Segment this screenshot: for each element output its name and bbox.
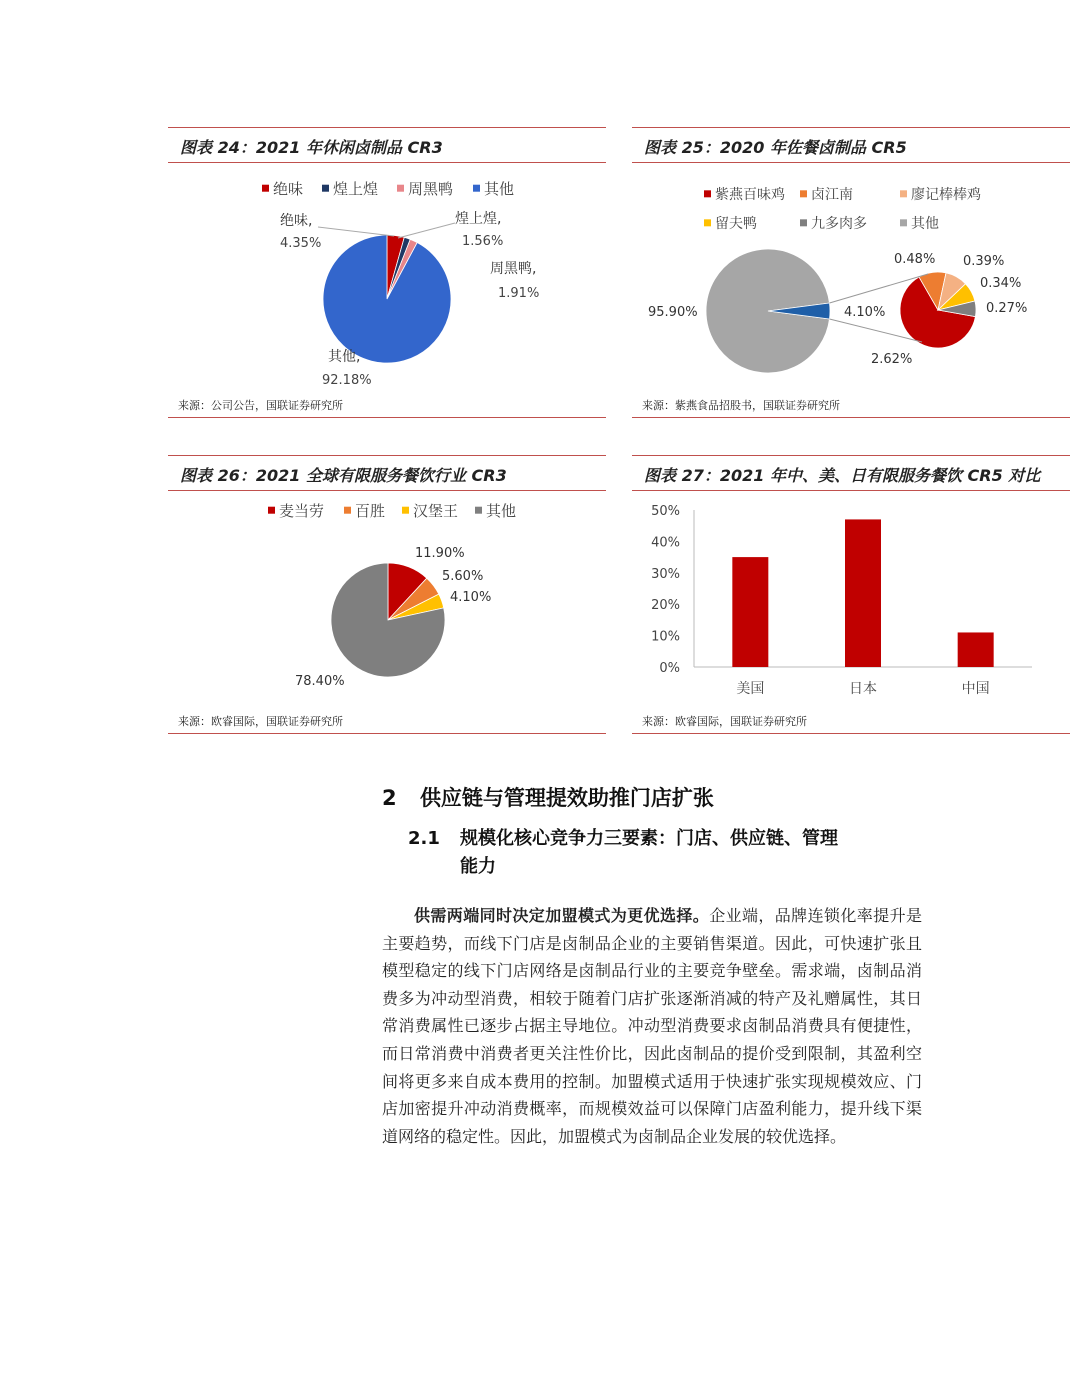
c24-label-value-3: 92.18% <box>322 373 372 388</box>
c25-legend-label-4: 九多肉多 <box>811 216 867 232</box>
c25-legend-label-2: 廖记棒棒鸡 <box>911 187 981 203</box>
figure-26 <box>168 455 606 735</box>
c25-label-other: 95.90% <box>648 305 698 320</box>
c27-xtick-1: 日本 <box>849 681 877 697</box>
c24-legend-label-0: 绝味 <box>273 180 304 198</box>
figure-24-source: 来源：公司公告，国联证券研究所 <box>178 399 343 412</box>
c24-leader-0 <box>318 227 394 236</box>
figure-25-source: 来源：紫燕食品招股书，国联证券研究所 <box>642 399 840 412</box>
c25-legend-label-0: 紫燕百味鸡 <box>715 187 785 203</box>
c24-leader-1 <box>398 223 455 238</box>
c27-bar-1 <box>845 519 881 667</box>
figure-26-chart <box>168 495 606 711</box>
figure-25-title: 图表 25：2020 年佐餐卤制品 CR5 <box>644 138 907 157</box>
c25-legend-label-5: 其他 <box>911 216 939 232</box>
c24-legend-swatch-3 <box>473 185 480 192</box>
c24-label-value-1: 1.56% <box>462 234 504 249</box>
c26-legend-label-3: 其他 <box>486 502 517 520</box>
figure-26-title-bar <box>168 455 606 491</box>
c26-legend-swatch-0 <box>268 507 275 514</box>
section-number: 2 <box>382 786 397 810</box>
c27-ytick-0: 0% <box>659 661 680 676</box>
c25-label-top5: 4.10% <box>844 305 886 320</box>
c24-label-value-0: 4.35% <box>280 236 322 251</box>
c26-legend-swatch-3 <box>475 507 482 514</box>
c24-legend-swatch-2 <box>397 185 404 192</box>
c26-value-label-2: 4.10% <box>450 590 492 605</box>
figure-25-title-bar <box>632 127 1070 163</box>
c27-ytick-3: 30% <box>651 566 680 582</box>
subsection-title-line1: 规模化核心竞争力三要素：门店、供应链、管理 <box>460 828 838 849</box>
c27-ytick-4: 40% <box>651 535 680 551</box>
figure-27-source-bar <box>632 709 1070 734</box>
c25-value-label-0: 2.62% <box>871 352 913 367</box>
c25-value-label-4: 0.27% <box>986 301 1028 316</box>
figure-27-source: 来源：欧睿国际，国联证券研究所 <box>642 715 807 728</box>
figure-24-title-bar <box>168 127 606 163</box>
c25-legend-label-3: 留夫鸭 <box>715 216 757 232</box>
body-paragraph <box>382 902 922 1150</box>
c24-slice-3 <box>323 235 451 363</box>
c24-legend-swatch-1 <box>322 185 329 192</box>
c25-legend-swatch-4 <box>800 219 807 226</box>
c25-value-label-2: 0.39% <box>963 254 1005 269</box>
c27-ytick-2: 20% <box>651 598 680 614</box>
figure-25-source-bar <box>632 393 1070 418</box>
paragraph-lead: 供需两端同时决定加盟模式为更优选择。 <box>414 906 710 925</box>
figure-27 <box>632 455 1070 735</box>
subsection-heading-line2 <box>460 852 496 878</box>
c26-legend-label-1: 百胜 <box>355 502 386 520</box>
c26-legend-label-2: 汉堡王 <box>413 502 459 520</box>
figure-24-chart <box>168 167 606 407</box>
figure-27-chart <box>632 495 1070 711</box>
subsection-heading <box>408 824 838 850</box>
paragraph-text: 企业端，品牌连锁化率提升是主要趋势，而线下门店是卤制品企业的主要销售渠道。因此，可快速扩张且模型稳定的线下门店网络是卤制品行业的主要竞争壁垒。需求端，卤制品消费多为冲动型消费，相较于随着门店扩张逐渐消减的特产及礼赠属性，其日常消费属性已逐步占据主导地位。冲动型消费要求卤制品消费具有便捷性，而日常消费中消费者更关注性价比，因此卤制品的提价受到限制，其盈利空间将更多来自成本费用的控制。加盟模式适用于快速扩张实现规模效应、门店加密提升冲动消费概率，而规模效益可以保障门店盈利能力，提升线下渠道网络的稳定性。因此，加盟模式为卤制品企业发展的较优选择。 <box>382 906 922 1146</box>
c27-ytick-5: 50% <box>651 504 680 519</box>
section-heading <box>382 782 714 812</box>
c24-legend-label-1: 煌上煌 <box>333 180 379 198</box>
figure-24-title: 图表 24：2021 年休闲卤制品 CR3 <box>180 138 443 157</box>
figure-27-title-bar <box>632 455 1070 491</box>
subsection-number: 2.1 <box>408 828 440 849</box>
c26-value-label-3: 78.40% <box>295 674 345 689</box>
c24-label-value-2: 1.91% <box>498 286 540 301</box>
c26-legend-swatch-1 <box>344 507 351 514</box>
c25-legend-swatch-2 <box>900 190 907 197</box>
figure-26-source-bar <box>168 709 606 734</box>
subsection-title-line2: 能力 <box>460 856 496 877</box>
c24-label-name-2: 周黑鸭, <box>490 261 537 277</box>
figure-27-title: 图表 27：2021 年中、美、日有限服务餐饮 CR5 对比 <box>644 466 1041 485</box>
c26-value-label-0: 11.90% <box>415 546 465 561</box>
c25-legend-label-1: 卤江南 <box>811 187 853 203</box>
c25-legend-swatch-5 <box>900 219 907 226</box>
c26-legend-label-0: 麦当劳 <box>279 502 325 520</box>
c24-legend-label-2: 周黑鸭 <box>408 180 454 198</box>
figure-24 <box>168 127 606 419</box>
c24-label-name-0: 绝味, <box>280 213 313 229</box>
c25-legend-swatch-3 <box>704 219 711 226</box>
c24-legend-label-3: 其他 <box>484 180 515 198</box>
figure-26-title: 图表 26：2021 全球有限服务餐饮行业 CR3 <box>180 466 507 485</box>
figure-24-source-bar <box>168 393 606 418</box>
c24-label-name-1: 煌上煌, <box>455 211 502 227</box>
c25-value-label-3: 0.34% <box>980 276 1022 291</box>
figure-26-source: 来源：欧睿国际，国联证券研究所 <box>178 715 343 728</box>
section-title: 供应链与管理提效助推门店扩张 <box>419 786 714 810</box>
c24-legend-swatch-0 <box>262 185 269 192</box>
c27-xtick-2: 中国 <box>961 681 990 697</box>
c24-label-name-3: 其他, <box>328 349 361 365</box>
c27-ytick-1: 10% <box>651 629 680 645</box>
c27-xtick-0: 美国 <box>736 681 765 697</box>
c25-legend-swatch-0 <box>704 190 711 197</box>
c27-bar-0 <box>732 557 768 667</box>
c25-value-label-1: 0.48% <box>894 252 936 267</box>
c27-bar-2 <box>958 632 994 667</box>
figure-25-chart <box>632 167 1070 407</box>
c25-legend-swatch-1 <box>800 190 807 197</box>
figure-25 <box>632 127 1070 419</box>
c26-value-label-1: 5.60% <box>442 569 484 584</box>
c26-legend-swatch-2 <box>402 507 409 514</box>
